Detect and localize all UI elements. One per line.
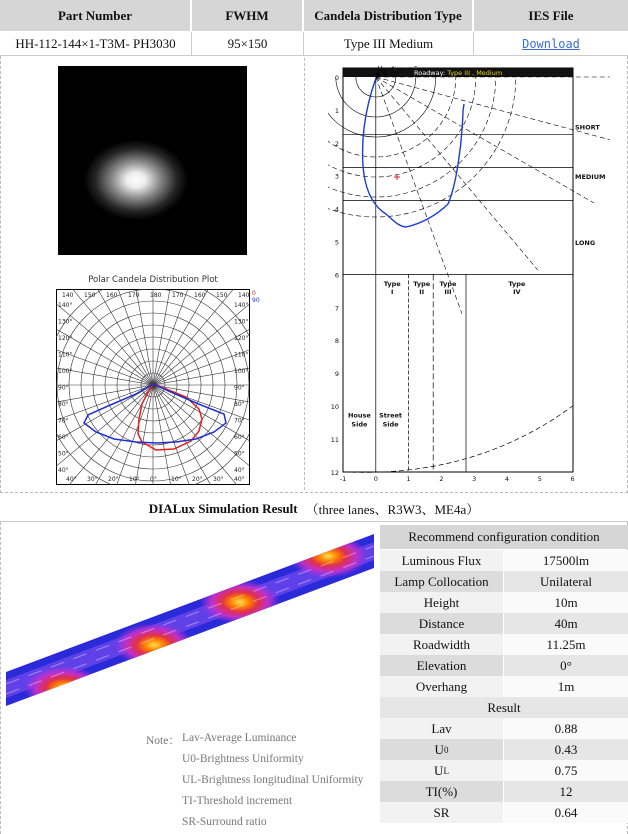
polar-angle-label: 110° — [58, 351, 73, 359]
iso-x-tick: 1 — [406, 475, 411, 483]
polar-angle-label: 150 — [84, 292, 96, 299]
polar-angle-label: 160 — [194, 292, 206, 299]
iso-y-tick: 1 — [334, 106, 339, 115]
dialux-subtitle: （three lanes、R3W3、ME4a） — [305, 502, 480, 517]
polar-angle-label: 50° — [234, 450, 245, 458]
iso-y-tick: 9 — [334, 370, 339, 379]
polar-angle-label: 10° — [171, 476, 182, 483]
polar-angle-label: 90° — [234, 384, 245, 392]
polar-angle-label: 110° — [234, 351, 249, 359]
polar-angle-label: 100° — [234, 368, 249, 375]
iso-x-tick: 6 — [570, 475, 575, 483]
iso-type-label: Type — [508, 279, 526, 288]
iso-type-label: Type — [439, 279, 457, 288]
config-key: Lav — [380, 718, 504, 739]
config-value: 0° — [504, 655, 628, 676]
polar-angle-label: 130° — [234, 318, 249, 326]
candela-type-value: Type III Medium — [304, 32, 474, 56]
note-sr: SR-Surround ratio — [182, 816, 267, 828]
note-lav: Lav-Average Luminance — [182, 732, 297, 744]
config-value: 0.64 — [504, 802, 628, 823]
iso-side-label: Street — [379, 411, 403, 420]
config-key: U 0 — [380, 739, 504, 760]
config-value: 0.88 — [504, 718, 628, 739]
polar-angle-label: 150 — [216, 292, 228, 299]
config-title: Recommend configuration condition — [380, 525, 628, 549]
config-row — [380, 634, 628, 655]
iso-y-tick: 10 — [330, 403, 339, 411]
polar-angle-label: 20° — [192, 476, 203, 483]
polar-angle-label: 140° — [234, 302, 249, 309]
polar-angle-label: 60° — [234, 434, 245, 441]
polar-angle-label: 180 — [150, 292, 162, 299]
polar-angle-label: 50° — [58, 450, 69, 458]
config-row — [380, 760, 628, 781]
note-ul: UL-Brightness longitudinal Uniformity — [182, 774, 364, 786]
polar-angle-label: 120° — [58, 335, 73, 342]
iso-zone-label: LONG — [575, 238, 596, 247]
config-value: 1m — [504, 676, 628, 697]
config-value: 0.75 — [504, 760, 628, 781]
polar-angle-label: 30° — [213, 476, 224, 483]
config-value: 0.43 — [504, 739, 628, 760]
polar-angle-label: 140 — [62, 292, 74, 299]
header-part-number: Part Number — [0, 0, 192, 31]
config-key: U L — [380, 760, 504, 781]
header-candela-type: Candela Distribution Type — [304, 0, 474, 31]
config-key: Overhang — [380, 676, 504, 697]
polar-angle-label: 40° — [234, 476, 245, 483]
polar-angle-label: 70° — [234, 417, 245, 425]
polar-plot — [56, 289, 250, 485]
config-value: 10m — [504, 592, 628, 613]
iso-y-tick: 4 — [334, 205, 339, 214]
polar-angle-label: 140 — [238, 292, 250, 299]
iso-type-label: II — [419, 287, 425, 296]
result-title: Result — [380, 697, 628, 718]
polar-angle-label: 0° — [150, 476, 157, 483]
polar-angle-label: 30° — [87, 476, 98, 483]
polar-angle-label: 170 — [172, 292, 184, 299]
config-value: 40m — [504, 613, 628, 634]
iso-y-tick: 5 — [334, 238, 339, 247]
config-value: 17500lm — [504, 550, 628, 571]
config-key: Height — [380, 592, 504, 613]
polar-angle-label: 120° — [234, 335, 249, 342]
iso-zone-label: MEDIUM — [575, 172, 606, 181]
iso-y-tick: 6 — [334, 271, 339, 280]
polar-angle-label: 40° — [234, 467, 245, 474]
image-panel-divider — [304, 58, 305, 490]
config-key: Luminous Flux — [380, 550, 504, 571]
dialux-title-row — [0, 496, 628, 522]
iso-x-tick: -1 — [339, 475, 347, 483]
header-ies-file: IES File — [474, 0, 628, 31]
note-u0 — [182, 753, 304, 765]
polar-angle-label: 10° — [129, 476, 140, 483]
iso-side-label: House — [347, 411, 371, 420]
iso-side-label: Side — [382, 420, 399, 429]
polar-angle-label: 70° — [58, 417, 69, 425]
config-value: 11.25m — [504, 634, 628, 655]
iso-x-tick: 4 — [504, 475, 510, 483]
config-row — [380, 718, 628, 739]
iso-type-label: I — [390, 287, 394, 296]
iso-y-tick: 8 — [334, 337, 339, 346]
polar-angle-label: 80° — [58, 401, 69, 408]
config-key: Roadwidth — [380, 634, 504, 655]
beam-spot-image — [58, 66, 247, 255]
iso-zone-label: SHORT — [575, 123, 600, 132]
iso-y-tick: 0 — [334, 74, 339, 82]
polar-angle-label: 140° — [58, 302, 73, 309]
note-ti: TI-Threshold increment — [182, 795, 293, 807]
config-key: Elevation — [380, 655, 504, 676]
iso-type-label: III — [444, 287, 452, 296]
iso-x-tick: 3 — [472, 475, 477, 483]
polar-angle-label: 90° — [58, 384, 69, 392]
polar-angle-label: 20° — [108, 476, 119, 483]
polar-angle-label: 170 — [128, 292, 140, 299]
polar-plot-title: Polar Candela Distribution Plot — [88, 275, 218, 285]
polar-legend-labels — [252, 290, 260, 304]
road-simulation-image — [6, 530, 374, 706]
iso-y-tick: 2 — [334, 139, 339, 148]
config-row — [380, 592, 628, 613]
note-prefix: Note： — [146, 735, 180, 747]
iso-x-tick: 5 — [537, 475, 542, 483]
iso-type-label: IV — [513, 287, 521, 296]
part-number-value: HH-112-144×1-T3M- PH3030 — [0, 32, 192, 56]
config-row — [380, 802, 628, 823]
config-table — [380, 525, 628, 834]
spec-header — [0, 0, 628, 56]
iso-y-tick: 3 — [334, 172, 339, 181]
config-value: Unilateral — [504, 571, 628, 592]
iso-y-tick: 7 — [334, 304, 339, 313]
ies-download-link[interactable]: Download — [522, 36, 580, 51]
config-row — [380, 676, 628, 697]
note-u0-text: U0-Brightness Uniformity — [182, 753, 304, 765]
legend-label-90: 90 — [252, 297, 260, 304]
config-row — [380, 781, 628, 802]
header-fwhm: FWHM — [192, 0, 304, 31]
polar-angle-label: 80° — [234, 401, 245, 408]
config-row — [380, 550, 628, 571]
polar-angle-label: 40° — [66, 476, 77, 483]
config-row — [380, 655, 628, 676]
iso-y-tick: 11 — [330, 435, 339, 444]
config-key: Distance — [380, 613, 504, 634]
iso-side-label: Side — [351, 420, 368, 429]
polar-angle-label: 160 — [106, 292, 118, 299]
config-value: 12 — [504, 781, 628, 802]
iso-x-tick: 2 — [439, 475, 444, 483]
polar-angle-label: 130° — [58, 318, 73, 326]
iso-y-tick: 12 — [330, 468, 339, 477]
config-key: TI(%) — [380, 781, 504, 802]
config-row — [380, 613, 628, 634]
config-key: Lamp Collocation — [380, 571, 504, 592]
iso-title: Roadway: Type III , Medium — [414, 69, 503, 77]
iso-x-tick: 0 — [373, 475, 378, 483]
config-row — [380, 739, 628, 760]
ies-file-cell — [474, 32, 628, 56]
polar-angle-label: 100° — [58, 368, 73, 375]
iso-type-label: Type — [413, 279, 431, 288]
isocandela-plot — [328, 66, 610, 486]
config-row — [380, 571, 628, 592]
polar-angle-label: 60° — [58, 434, 69, 441]
polar-angle-label: 40° — [58, 467, 69, 474]
fwhm-value: 95×150 — [192, 32, 304, 56]
dialux-title: DIALux Simulation Result — [148, 500, 298, 516]
iso-type-label: Type — [383, 279, 401, 288]
legend-label-0: 0 — [252, 290, 256, 297]
config-key: SR — [380, 802, 504, 823]
